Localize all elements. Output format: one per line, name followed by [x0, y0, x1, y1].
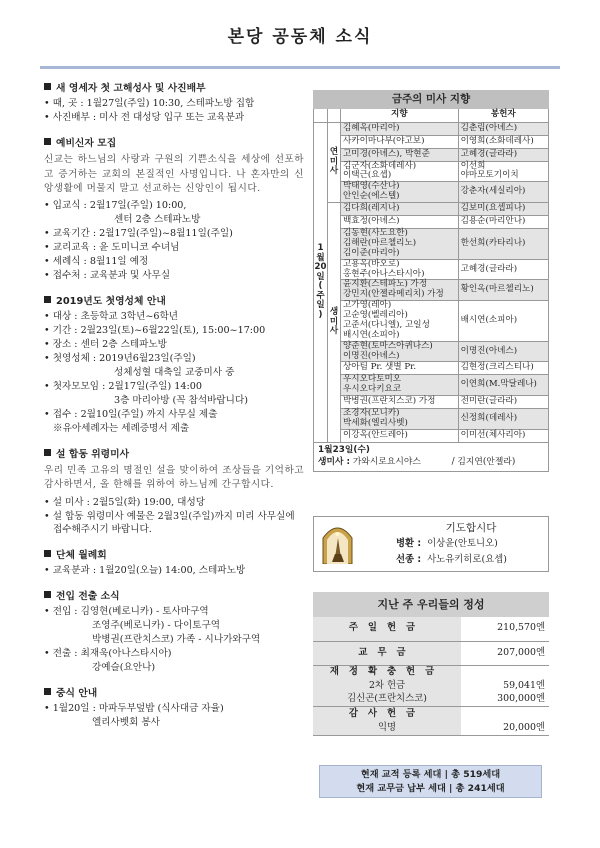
offerer-cell: 고혜경(글라라) [458, 148, 548, 161]
table-row [313, 680, 549, 693]
offerer-cell: 배시연(소피아) [458, 301, 548, 342]
list-item: • 전출 : 최재욱(아나스타시아) [44, 647, 172, 659]
section-monthly-meeting [44, 549, 304, 578]
list-item-continued: 엘리사벳회 봉사 [92, 716, 160, 728]
intent-cell: 양준현(토마스아퀴나스) 이명진(아녜스) [341, 341, 459, 362]
intent-cell: 상아팀 Pr. 샛별 Pr. [341, 362, 459, 375]
section-first-communion [44, 295, 304, 436]
offering-label: 교무금 [313, 641, 461, 665]
list-item-continued: 센터 2층 스테파노방 [114, 214, 201, 226]
table-row [314, 216, 549, 229]
mass-intentions-heading: 금주의 미사 지향 [313, 90, 549, 109]
table-row [314, 161, 549, 182]
contributing-households: 현재 교무금 납부 세대 | 총 241세대 [356, 783, 505, 794]
mass-intentions-panel [313, 90, 549, 472]
table-row [314, 396, 549, 409]
section-heading: 예비신자 모집 [56, 138, 117, 150]
table-row [313, 693, 549, 706]
square-bullet-icon [44, 591, 51, 598]
table-row [314, 229, 549, 260]
intent-cell: 고가영(레아) 고순영(벨레리아) 고준서(다니엘), 고일성 배시연(소피아) [341, 301, 459, 342]
offerer-cell: 강춘자(세실리아) [458, 182, 548, 203]
list-item: • 교육분과 : 1월20일(오늘) 14:00, 스테파노방 [44, 564, 246, 576]
mass-date-label: 1 월 20 일 ( 주 일 ) [314, 243, 327, 320]
section-first-confession [44, 82, 304, 125]
intent-cell: 우시오다토미오 우시오다키요코 [341, 375, 459, 396]
list-item: • 전입 : 김영현(베로니카) - 토사마구역 [44, 605, 209, 617]
registered-households: 현재 교적 등록 세대 | 총 519세대 [360, 769, 501, 780]
offerer-cell: 김현정(크리스티나) [458, 362, 548, 375]
offerer-cell: 신정희(데레사) [458, 409, 548, 430]
table-row [314, 280, 549, 301]
table-row [314, 409, 549, 430]
prayer-illness: 병환 : 이상윤(안토니오) [396, 538, 498, 549]
list-item: • 세례식 : 8월11일 예정 [44, 256, 149, 268]
section-heading: 전입 전출 소식 [56, 590, 120, 602]
offerer-cell: 이연희(M.막달레나) [458, 375, 548, 396]
table-row [314, 148, 549, 161]
offerer-cell: 고혜경(글라라) [458, 259, 548, 280]
section-paragraph: 신교는 하느님의 사랑과 구원의 기쁜소식을 세상에 선포하고 증거하는 교회의 본질적인 사명입니다. 나 혼자만의 신앙생활에 머물지 말고 선교하는 신앙인이 됩시다. [44, 154, 304, 195]
list-item: • 기간 : 2월23일(토)~6월22일(토), 15:00~17:00 [44, 325, 266, 337]
intent-cell: 이강옥(안드레아) [341, 429, 459, 442]
offering-value: 300,000엔 [461, 693, 549, 706]
table-row [314, 259, 549, 280]
section-paragraph: 우리 민족 고유의 명절인 설을 맞이하여 조상들을 기억하고 감사하면서, 올 한해를 위하여 하느님께 간구합시다. [44, 464, 304, 491]
note: ※유아세례자는 세례증명서 제출 [53, 422, 190, 434]
next-mass-date: 1월23일(수) [318, 444, 370, 455]
table-row [314, 429, 549, 442]
list-item: • 교육기간 : 2월17일(주일)~8월11일(주일) [44, 228, 233, 240]
offerer-cell: 황인옥(마르첼리노) [458, 280, 548, 301]
table-row [314, 203, 549, 216]
table-row [314, 135, 549, 148]
prayer-title: 기도합시다 [445, 522, 497, 534]
section-heading: 2019년도 첫영성체 안내 [56, 296, 166, 308]
section-heading: 새 영세자 첫 고해성사 및 사진배부 [56, 83, 206, 94]
intent-cell: 윤지환(스테파노) 가정 강민지(안젤라메리치) 가정 [341, 280, 459, 301]
list-item: • 설 미사 : 2월5일(화) 19:00, 대성당 [44, 496, 205, 508]
list-item: • 때, 곳 : 1월27일(주일) 10:30, 스테파노방 집합 [44, 98, 255, 110]
intent-cell: 김동현(사도요한) 김해란(마르첼리노) 김이준(마리아) [341, 229, 459, 260]
intent-cell: 김다희(레지나) [341, 203, 459, 216]
list-item: • 첫영성체 : 2019년6월23일(주일) [44, 353, 196, 365]
offerer-cell: 이영희(소화데레사) [458, 135, 548, 148]
praying-hands-icon [321, 524, 354, 564]
group-label-living: 생 미 사 [329, 307, 339, 337]
offering-sub-label: 익명 [313, 721, 461, 735]
table-row [314, 301, 549, 342]
offering-heading: 지난 주 우리들의 정성 [313, 592, 549, 617]
table-row [313, 665, 549, 680]
list-item-continued: 박병권(프란치스코) 가족 - 시나가와구역 [92, 633, 261, 645]
intent-cell: 고용옥(바오로) 홍현주(아나스타시아) [341, 259, 459, 280]
list-item: • 사진배부 : 미사 전 대성당 입구 또는 교육분과 [44, 112, 245, 124]
square-bullet-icon [44, 83, 51, 90]
intent-cell: 사카이마나부(야고보) [341, 135, 459, 148]
household-stats-box [319, 765, 542, 798]
offerer-cell: 전미란(글라라) [458, 396, 548, 409]
table-row [313, 641, 549, 665]
column-header-offerer: 봉헌자 [458, 109, 548, 122]
offerer-cell: 이미선(체사리아) [458, 429, 548, 442]
next-mass-label: 생미사 : [318, 456, 351, 467]
offerer-cell: 김보미(요셉피나) [458, 203, 548, 216]
offerer-cell: 김춘림(아녜스) [458, 122, 548, 135]
list-item: • 대상 : 초등학교 3학년~6학년 [44, 311, 179, 323]
title-divider [40, 66, 560, 69]
square-bullet-icon [44, 688, 51, 695]
table-row [313, 721, 549, 735]
table-header-row [314, 109, 549, 122]
list-item-continued: 강예슬(요안나) [92, 661, 156, 673]
table-row [314, 375, 549, 396]
page-title: 본당 공동체 소식 [227, 27, 373, 47]
section-lunch [44, 687, 304, 730]
next-mass-offerer: / 김지연(안젤라) [451, 456, 516, 467]
prayer-deceased: 선종 : 사노유키히로(요셉) [396, 554, 507, 565]
offerer-cell: 한선희(카타리나) [458, 229, 548, 260]
square-bullet-icon [44, 296, 51, 303]
intent-cell: 조경자(모니카) 박세화(엘리사벳) [341, 409, 459, 430]
square-bullet-icon [44, 449, 51, 456]
section-transfers [44, 590, 304, 675]
list-item: • 첫자모모임 : 2월17일(주일) 14:00 [44, 381, 202, 393]
next-mass-intent: 가와시로요시야스 [352, 456, 421, 467]
square-bullet-icon [44, 138, 51, 145]
table-row [314, 341, 549, 362]
table-row [314, 362, 549, 375]
offering-value: 210,570엔 [461, 617, 549, 641]
list-item: • 교리교육 : 윤 도미니코 수녀님 [44, 242, 180, 254]
offerer-cell: 이명진(아녜스) [458, 341, 548, 362]
next-mass [313, 443, 549, 472]
offering-label: 주일헌금 [313, 617, 461, 641]
intent-cell: 백효정(아녜스) [341, 216, 459, 229]
prayer-box [313, 516, 549, 572]
offerer-cell: 김용순(마리안나) [458, 216, 548, 229]
intent-cell: 김군자(소화데레사) 이택근(요셉) [341, 161, 459, 182]
offering-sub-label: 김신곤(프란치스코) [313, 693, 461, 706]
offering-value: 207,000엔 [461, 641, 549, 665]
offering-value: 20,000엔 [461, 721, 549, 735]
intent-cell: 박병권(프란치스코) 가정 [341, 396, 459, 409]
intent-cell: 고미경(아녜스), 박현준 [341, 148, 459, 161]
list-item-continued: 3층 마리아방 (꼭 참석바랍니다) [114, 394, 248, 406]
section-heading: 설 합동 위령미사 [56, 448, 130, 460]
left-column [44, 82, 304, 742]
offering-label: 감사헌금 [313, 706, 461, 721]
list-item: • 설 합동 위령미사 예물은 2월3일(주일)까지 미리 사무실에 접수해주시기 바랍니다. [44, 510, 295, 535]
list-item: • 접수처 : 교육분과 및 사무실 [44, 270, 171, 282]
table-row [313, 706, 549, 721]
intent-cell: 박태영(수산나) 안인순(에스텔) [341, 182, 459, 203]
list-item-continued: 조영주(베로니카) - 다이토구역 [92, 619, 221, 631]
table-row [313, 617, 549, 641]
list-item: • 접수 : 2월10일(주일) 까지 사무실 제출 [44, 408, 218, 420]
list-item: • 1월20일 : 마파두부덮밥 (식사대금 자율) [44, 702, 224, 714]
section-heading: 중식 안내 [56, 687, 98, 699]
list-item: • 입교식 : 2월17일(주일) 10:00, [44, 200, 187, 212]
offering-panel [313, 592, 549, 736]
offerer-cell: 이선희 야마모토기이치 [458, 161, 548, 182]
group-label-requiem: 연 미 사 [329, 147, 339, 176]
list-item: • 장소 : 센터 2층 스테파노방 [44, 339, 167, 351]
intent-cell: 김혜옥(마리아) [341, 122, 459, 135]
offering-value: 59,041엔 [503, 680, 545, 692]
column-header-intent: 지향 [341, 109, 459, 122]
offering-label: 재정확충헌금 [313, 665, 461, 680]
offering-sub-label: 2차 헌금 [313, 680, 461, 693]
mass-intentions-table [313, 109, 549, 443]
section-heading: 단체 월례회 [56, 549, 107, 561]
offering-table [313, 617, 549, 736]
section-lunar-new-year-mass [44, 448, 304, 537]
list-item-continued: 성체성혈 대축일 교중미사 중 [114, 367, 235, 379]
section-catechumen [44, 137, 304, 283]
square-bullet-icon [44, 550, 51, 557]
table-row [314, 182, 549, 203]
table-row [314, 122, 549, 135]
